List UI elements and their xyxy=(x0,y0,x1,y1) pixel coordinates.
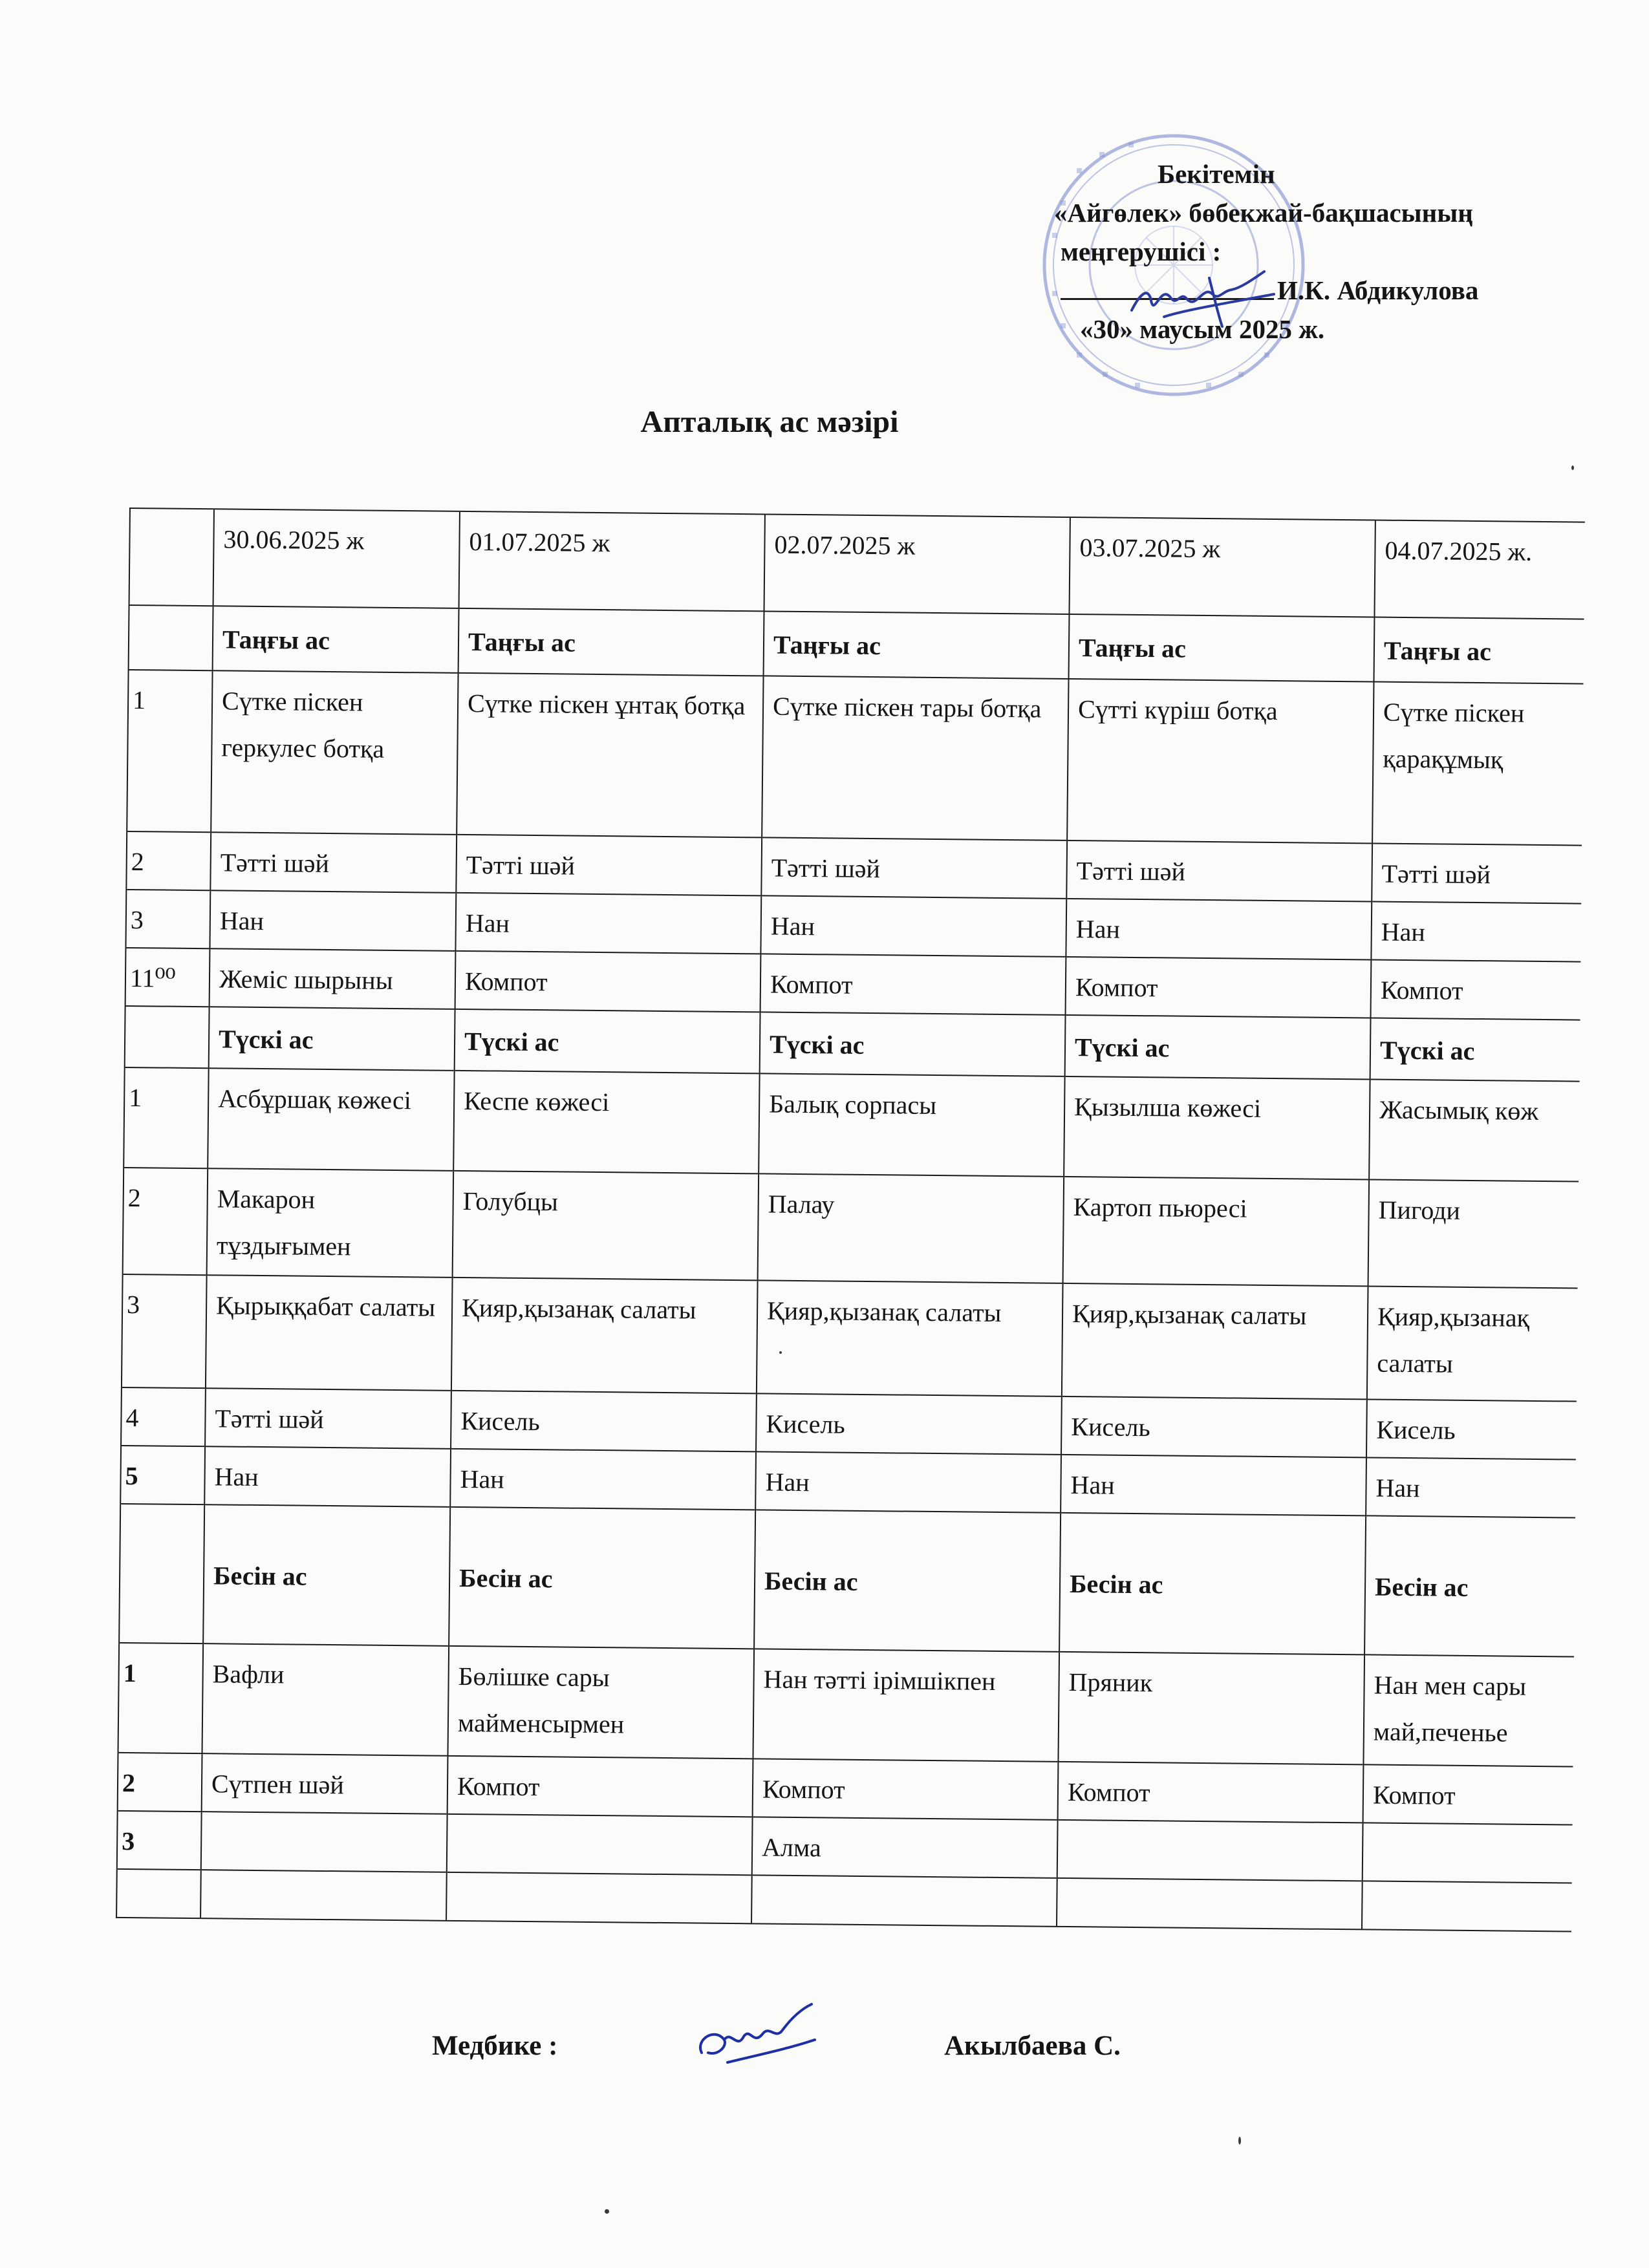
menu-cell: Нан xyxy=(1061,1455,1366,1516)
menu-cell xyxy=(447,1814,753,1876)
section-label: Таңғы ас xyxy=(764,611,1070,679)
menu-cell: Тәтті шәй xyxy=(456,835,762,896)
menu-cell: Жеміс шырыны xyxy=(210,948,456,1009)
section-label: Түскі ас xyxy=(455,1009,760,1074)
menu-cell: Сүтке піскен геркулес ботқа xyxy=(211,670,458,835)
nurse-name: Акылбаева С. xyxy=(944,2031,1121,2061)
menu-cell: Нан xyxy=(1371,901,1581,961)
menu-cell: Компот xyxy=(1058,1762,1364,1823)
row-number: 5 xyxy=(120,1446,205,1504)
menu-cell: Сүтті күріш ботқа xyxy=(1067,679,1374,844)
menu-cell: Тәтті шәй xyxy=(1372,843,1582,903)
menu-cell: Голубцы xyxy=(453,1171,759,1281)
menu-cell: Компот xyxy=(1363,1764,1573,1824)
row-number: 3 xyxy=(125,890,210,948)
menu-cell xyxy=(1362,1881,1572,1931)
menu-cell: Пигоди xyxy=(1368,1179,1579,1288)
menu-cell xyxy=(751,1875,1057,1927)
menu-cell: Палау xyxy=(758,1173,1064,1283)
table-row xyxy=(127,670,1583,846)
menu-cell: Сүтпен шәй xyxy=(202,1753,448,1814)
section-label: Түскі ас xyxy=(1065,1015,1371,1080)
date-header: 01.07.2025 ж xyxy=(459,511,765,612)
section-label: Түскі ас xyxy=(209,1007,455,1071)
menu-cell: Қызылша көжесі xyxy=(1064,1076,1370,1180)
scan-speck xyxy=(1238,2137,1241,2145)
menu-cell: Кисель xyxy=(756,1393,1062,1455)
menu-cell xyxy=(1363,1823,1573,1883)
table-row xyxy=(123,1168,1579,1289)
menu-cell: Кисель xyxy=(451,1391,757,1452)
menu-cell: Компот xyxy=(1371,959,1581,1020)
nurse-signature xyxy=(689,2001,818,2072)
menu-cell: Нан xyxy=(760,895,1066,957)
menu-cell: Алма xyxy=(752,1817,1058,1878)
row-number: 2 xyxy=(123,1168,208,1275)
menu-cell: Нан xyxy=(455,893,761,954)
menu-cell: Нан xyxy=(1066,899,1372,960)
corner-cell xyxy=(129,508,214,606)
director-signature xyxy=(1125,265,1280,336)
menu-cell: Қырыққабат салаты xyxy=(206,1275,453,1391)
section-label: Бесін ас xyxy=(1364,1515,1575,1656)
row-number: 1 xyxy=(124,1067,208,1168)
menu-cell: Нан мен сары май,печенье xyxy=(1363,1654,1574,1766)
menu-cell: Сүтке піскен қарақұмық xyxy=(1372,681,1583,845)
section-label: Бесін ас xyxy=(1059,1513,1366,1655)
menu-cell: Қияр,қызанақ салаты xyxy=(451,1278,758,1394)
menu-cell: Картоп пьюресі xyxy=(1063,1177,1370,1287)
section-label: Түскі ас xyxy=(760,1012,1066,1076)
row-number: 1 xyxy=(127,670,212,832)
row-number: 2 xyxy=(126,831,211,890)
menu-cell xyxy=(1057,1878,1363,1930)
section-label: Таңғы ас xyxy=(213,606,459,673)
menu-cell xyxy=(201,1812,447,1872)
menu-cell xyxy=(446,1872,752,1924)
approval-organization: «Айгөлек» бөбекжай-бақшасының xyxy=(1054,198,1473,228)
date-header: 03.07.2025 ж xyxy=(1069,517,1375,617)
approver-name: И.К. Абдикулова xyxy=(1277,275,1479,305)
page-title: Апталық ас мәзірі xyxy=(640,405,899,439)
row-number xyxy=(116,1869,201,1918)
row-number: 3 xyxy=(122,1274,207,1388)
menu-cell: Макарон тұздығымен xyxy=(207,1168,454,1278)
scan-speck xyxy=(1571,465,1574,470)
menu-cell: Компот xyxy=(760,954,1066,1015)
table-row xyxy=(118,1643,1575,1767)
menu-cell: Компот xyxy=(753,1759,1059,1820)
menu-cell: Сүтке піскен тары ботқа xyxy=(762,676,1068,840)
table-row xyxy=(122,1274,1578,1402)
menu-cell: Нан xyxy=(450,1449,756,1510)
menu-cell: Нан xyxy=(1366,1457,1576,1517)
date-header: 02.07.2025 ж xyxy=(764,514,1070,614)
menu-cell: Нан xyxy=(204,1446,451,1507)
menu-cell: Нан xyxy=(210,890,456,951)
menu-cell: Нан xyxy=(755,1451,1061,1513)
nurse-role-label: Медбике : xyxy=(432,2031,558,2061)
menu-cell: Компот xyxy=(455,951,761,1012)
approval-heading: Бекітемін xyxy=(1158,159,1275,189)
menu-cell: Пряник xyxy=(1058,1652,1364,1765)
table-row xyxy=(124,1067,1579,1182)
dates-row xyxy=(129,508,1585,619)
approval-position: меңгерушісі : xyxy=(1061,237,1222,266)
menu-cell: Сүтке піскен ұнтақ ботқа xyxy=(457,673,763,838)
menu-cell xyxy=(200,1870,447,1921)
menu-cell: Қияр,қызанақ салаты xyxy=(757,1280,1063,1396)
row-number: 2 xyxy=(118,1753,202,1812)
row-number: 4 xyxy=(121,1387,206,1446)
menu-cell: Балық сорпасы xyxy=(759,1073,1064,1177)
menu-cell: Бөлішке сары майменсырмен xyxy=(447,1646,754,1759)
menu-cell: Нан тәтті ірімшікпен xyxy=(753,1649,1059,1762)
scan-speck xyxy=(605,2209,609,2214)
section-label: Таңғы ас xyxy=(1374,617,1584,683)
approval-date: «30» маусым 2025 ж. xyxy=(1080,314,1325,344)
menu-cell: Тәтті шәй xyxy=(205,1388,451,1449)
section-label: Бесін ас xyxy=(754,1510,1061,1652)
section-label: Түскі ас xyxy=(1370,1018,1580,1081)
row-number: 11⁰⁰ xyxy=(125,948,210,1007)
row-number: 1 xyxy=(118,1643,204,1753)
menu-cell: Кисель xyxy=(1366,1399,1577,1459)
menu-cell: Вафли xyxy=(202,1643,449,1756)
date-header: 04.07.2025 ж. xyxy=(1374,520,1584,619)
menu-cell: Компот xyxy=(1066,957,1372,1018)
section-label: Таңғы ас xyxy=(458,608,764,676)
menu-cell: Тәтті шәй xyxy=(761,837,1067,899)
scan-speck xyxy=(779,1351,782,1354)
menu-cell: Тәтті шәй xyxy=(210,832,457,893)
section-label: Таңғы ас xyxy=(1069,614,1375,682)
menu-cell: Қияр,қызанақ салаты xyxy=(1062,1283,1368,1400)
row-number: 3 xyxy=(117,1811,202,1870)
section-label: Бесін ас xyxy=(203,1504,450,1646)
date-header: 30.06.2025 ж xyxy=(213,509,460,608)
weekly-menu-table xyxy=(116,508,1585,1932)
menu-cell: Компот xyxy=(447,1756,753,1817)
menu-cell: Асбұршақ көжесі xyxy=(208,1068,454,1171)
menu-cell: Қияр,қызанақ салаты xyxy=(1367,1286,1578,1401)
menu-cell: Тәтті шәй xyxy=(1066,840,1372,902)
menu-cell xyxy=(1057,1820,1363,1881)
menu-cell: Жасымық көж xyxy=(1369,1079,1579,1181)
menu-cell: Кеспе көжесі xyxy=(453,1071,759,1174)
snack-section-row xyxy=(119,1504,1575,1657)
menu-cell: Кисель xyxy=(1061,1396,1367,1458)
section-label: Бесін ас xyxy=(449,1507,755,1649)
